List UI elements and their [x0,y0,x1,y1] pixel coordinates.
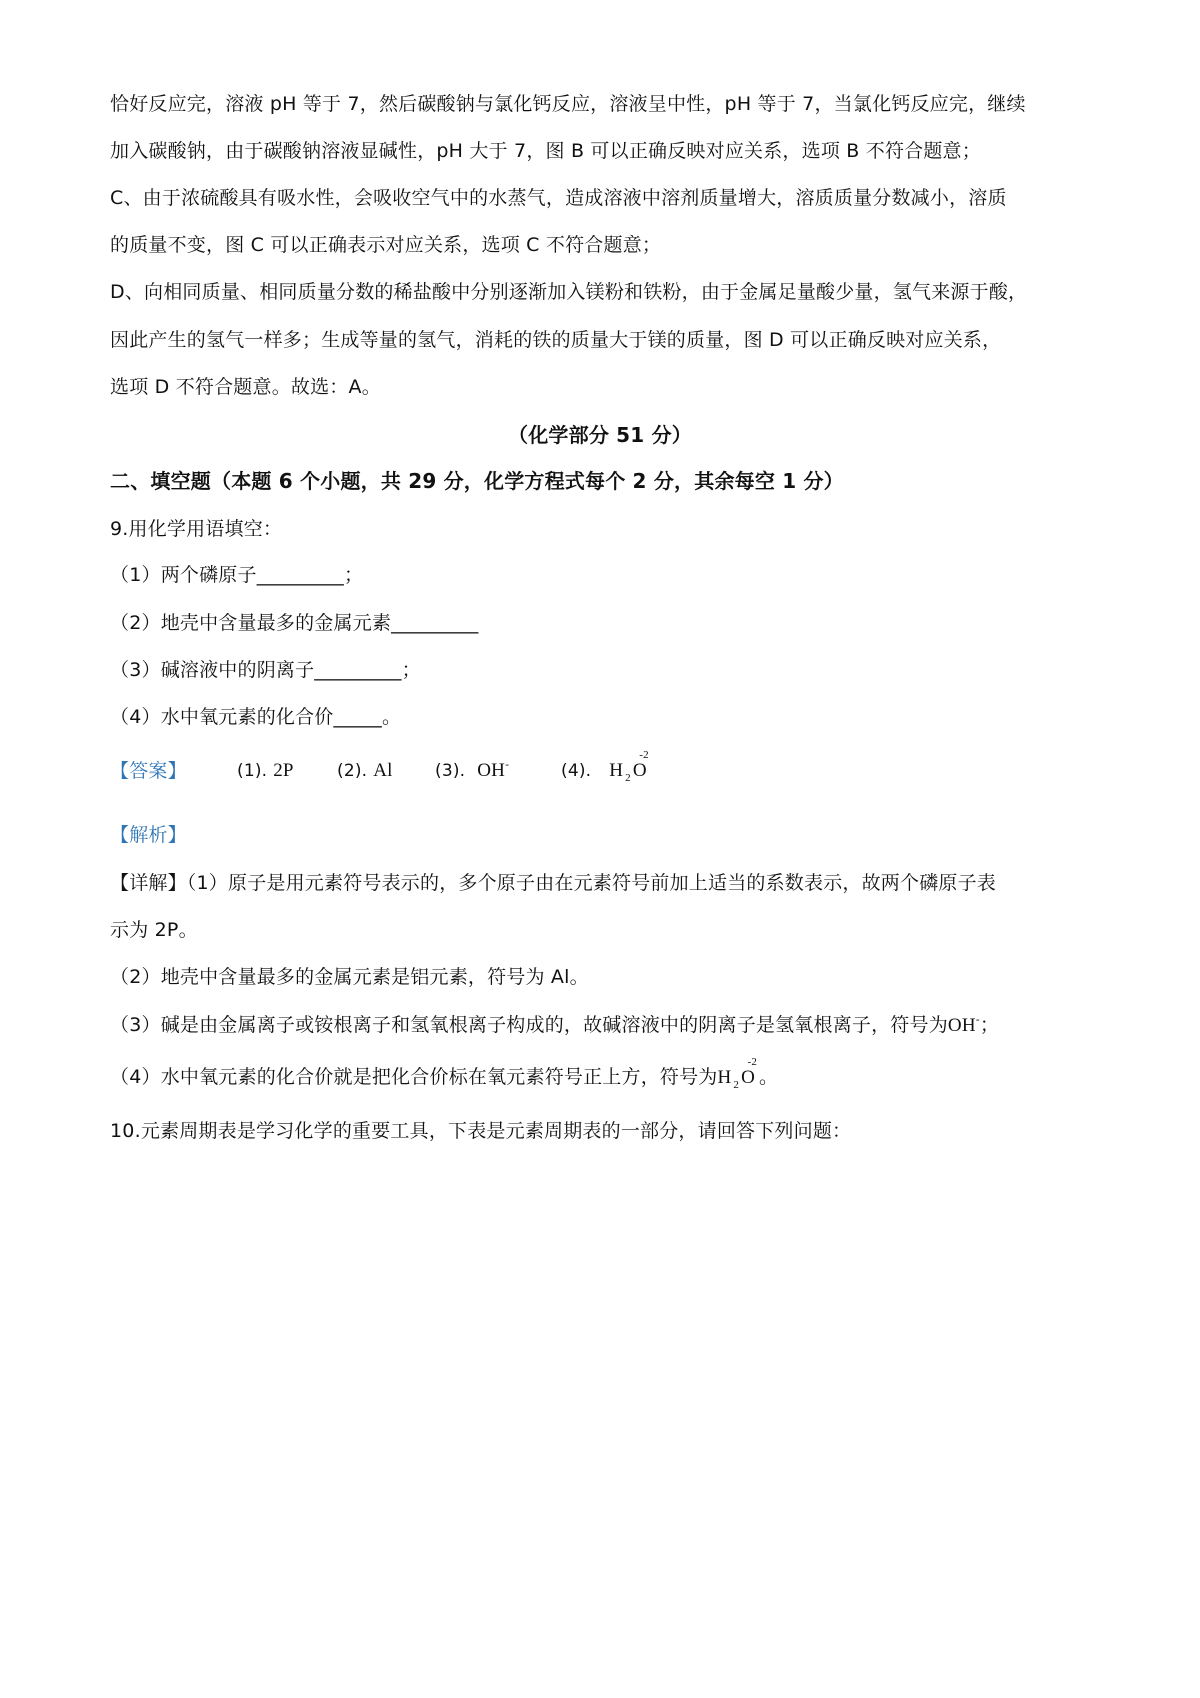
answer-number: (3). [435,761,466,781]
part-title: （化学部分 51 分） [508,423,692,447]
valence-mark: -2 [639,749,649,761]
superscript: - [975,1013,980,1026]
answer-number: (2). [337,761,368,781]
valence-formula [609,749,649,786]
paragraph-line: 选项 D 不符合题意。故选：A。 [110,376,381,398]
detail-line-4 [110,1056,779,1093]
paragraph-line: C、由于浓硫酸具有吸水性，会吸收空气中的水蒸气，造成溶液中溶剂质量增大，溶质质量分数减小，溶质 [110,187,1007,209]
punctuation: 。 [759,1066,779,1088]
answer-value: Al [373,760,393,781]
ion-symbol: OH [947,1015,976,1036]
detail-line: 【详解】（1）原子是用元素符号表示的，多个原子由在元素符号前加上适当的系数表示，故两个磷原子表 [110,872,996,894]
question-item: （4）水中氧元素的化合价_____。 [110,706,402,728]
detail-text: （4）水中氧元素的化合价就是把化合价标在氧元素符号正上方，符号为 [110,1066,718,1088]
superscript: - [505,758,510,771]
element-symbol: H [609,760,624,781]
analysis-tag: 【解析】 [110,824,187,846]
question-9-stem: 9.用化学用语填空： [110,518,283,540]
subscript: 2 [733,1079,740,1091]
valence-formula [717,1056,758,1093]
paragraph-line: 加入碳酸钠，由于碳酸钠溶液显碱性，pH 大于 7，图 B 可以正确反映对应关系，选项 B 不符合题意； [110,140,981,162]
answer-3 [435,758,509,786]
paragraph-line: 恰好反应完，溶液 pH 等于 7，然后碳酸钠与氯化钙反应，溶液呈中性，pH 等于 7，当氯化钙反应完，继续 [110,93,1026,115]
paragraph-line: 的质量不变，图 C 可以正确表示对应关系，选项 C 不符合题意； [110,234,662,256]
paragraph-line: D、向相同质量、相同质量分数的稀盐酸中分别逐渐加入镁粉和铁粉，由于金属足量酸少量，氢气来源于酸， [110,281,1028,303]
answer-1 [237,758,294,784]
element-symbol: H [717,1067,732,1088]
answer-value: 2P [273,760,294,781]
answer-tag: 【答案】 [110,760,187,782]
element-symbol: O [741,1067,756,1088]
paragraph-line: 因此产生的氢气一样多；生成等量的氢气，消耗的铁的质量大于镁的质量，图 D 可以正确反映对应关系， [110,329,1002,351]
answer-number: (1). [237,761,268,781]
element-symbol: O [632,760,647,781]
answer-number: (4). [561,761,592,781]
question-10-stem: 10.元素周期表是学习化学的重要工具，下表是元素周期表的一部分，请回答下列问题： [110,1120,852,1142]
valence-mark: -2 [747,1056,758,1068]
punctuation: ； [979,1014,1000,1036]
detail-line-3 [110,1012,999,1041]
detail-line: 示为 2P。 [110,919,198,941]
answer-4 [561,749,649,786]
question-item: （2）地壳中含量最多的金属元素_________ [110,612,479,634]
question-item: （3）碱溶液中的阴离子_________； [110,659,421,681]
subscript: 2 [625,772,631,784]
answer-row [110,749,710,798]
detail-text: （3）碱是由金属离子或铵根离子和氢氧根离子构成的，故碱溶液中的阴离子是氢氧根离子，符号为 [110,1014,948,1036]
question-item: （1）两个磷原子_________； [110,564,364,586]
detail-line: （2）地壳中含量最多的金属元素是铝元素，符号为 Al。 [110,966,589,988]
answer-2 [337,758,393,784]
answer-value: OH [477,760,506,781]
section-heading: 二、填空题（本题 6 个小题，共 29 分，化学方程式每个 2 分，其余每空 1 分） [110,469,844,493]
